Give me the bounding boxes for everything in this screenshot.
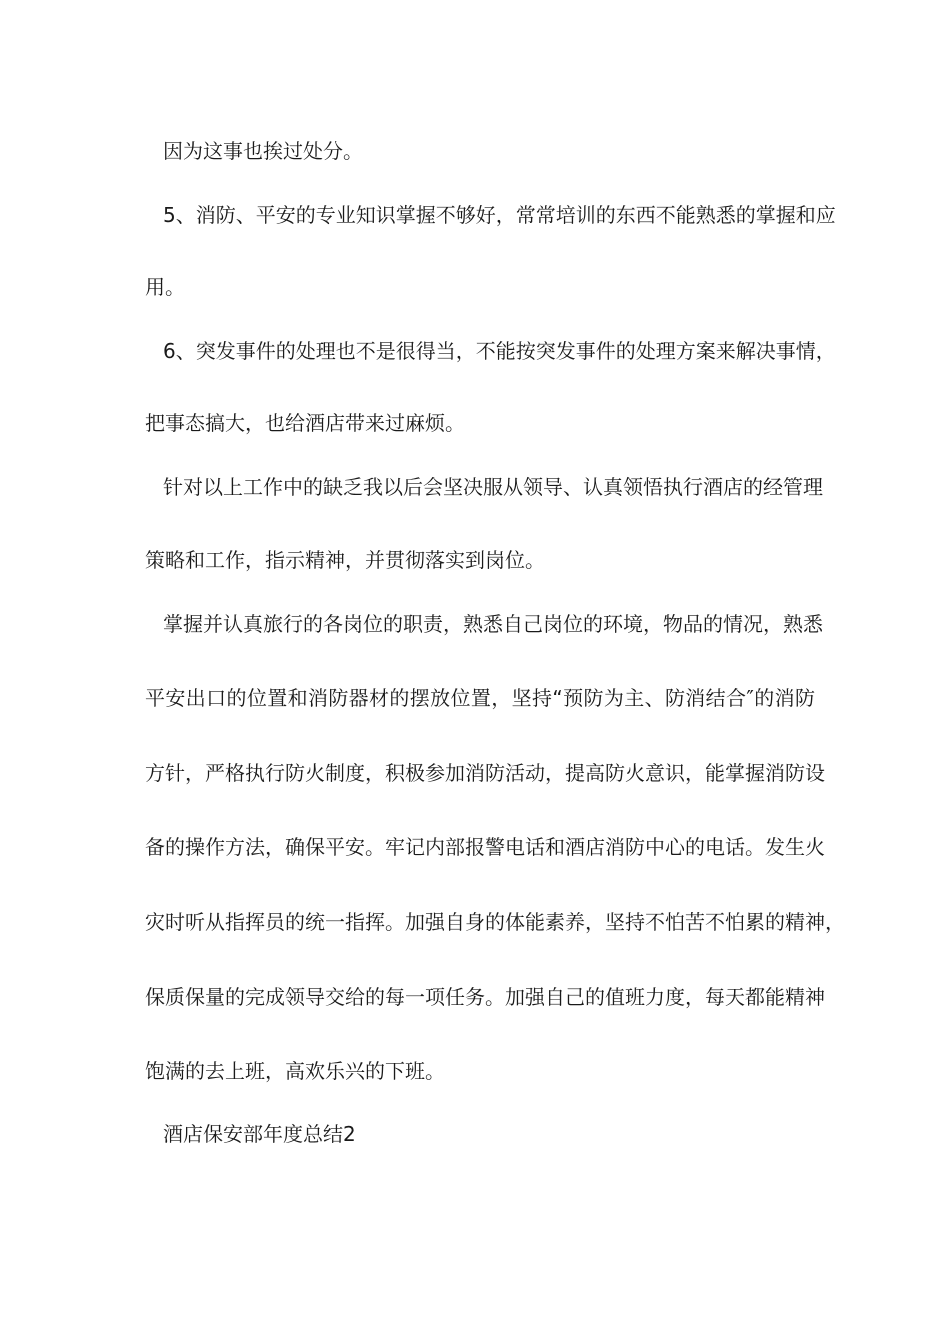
section-heading: 酒店保安部年度总结2	[163, 1122, 356, 1146]
paragraph-line: 针对以上工作中的缺乏我以后会坚决服从领导、认真领悟执行酒店的经管理	[163, 475, 823, 499]
list-item-6-line-2: 把事态搞大，也给酒店带来过麻烦。	[145, 411, 465, 435]
list-item-6-line-1: 6、突发事件的处理也不是很得当，不能按突发事件的处理方案来解决事情，	[163, 339, 836, 363]
paragraph-line: 保质保量的完成领导交给的每一项任务。加强自己的值班力度，每天都能精神	[145, 985, 825, 1009]
paragraph-line: 平安出口的位置和消防器材的摆放位置，坚持“预防为主、防消结合″的消防	[145, 686, 815, 710]
paragraph-line: 备的操作方法，确保平安。牢记内部报警电话和酒店消防中心的电话。发生火	[145, 835, 825, 859]
paragraph-line: 掌握并认真旅行的各岗位的职责，熟悉自己岗位的环境，物品的情况，熟悉	[163, 612, 823, 636]
list-item-5-line-2: 用。	[145, 275, 185, 299]
list-item-5-line-1: 5、消防、平安的专业知识掌握不够好，常常培训的东西不能熟悉的掌握和应	[163, 203, 836, 227]
paragraph-line: 灾时听从指挥员的统一指挥。加强自身的体能素养，坚持不怕苦不怕累的精神，	[145, 910, 845, 934]
paragraph-line: 方针，严格执行防火制度，积极参加消防活动，提高防火意识，能掌握消防设	[145, 761, 825, 785]
paragraph-line: 饱满的去上班，高欢乐兴的下班。	[145, 1059, 445, 1083]
paragraph-line: 因为这事也挨过处分。	[163, 139, 363, 163]
paragraph-line: 策略和工作，指示精神，并贯彻落实到岗位。	[145, 548, 545, 572]
